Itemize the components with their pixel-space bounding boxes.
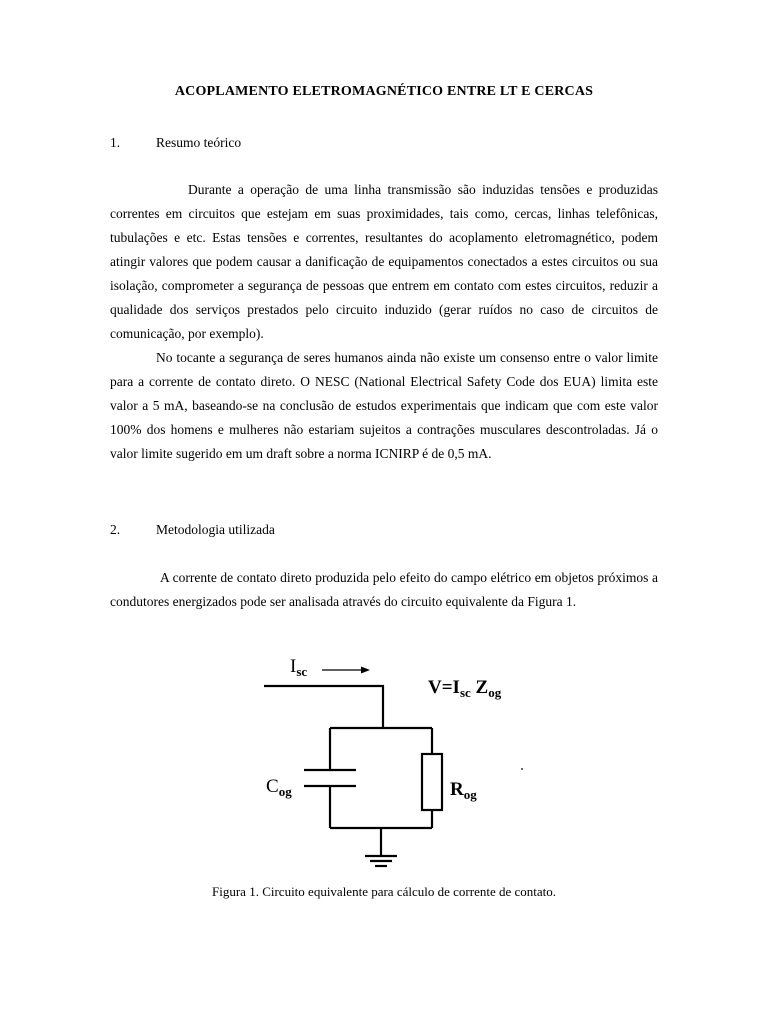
- circuit-figure: [250, 648, 540, 868]
- section-title: Resumo teórico: [156, 135, 242, 150]
- paragraph-summary-1: Durante a operação de uma linha transmissão são induzidas tensões e produzidas correntes em circuitos que estejam em suas proximidades, tais como, cercas, linhas telefônicas, tubulações e etc. Estas tensões e correntes, resultantes do acoplamento eletromagnético, podem atingir valores que podem causar a danificação de equipamentos conectados a estes circuitos ou sua isolação, comprometer a segurança de pessoas que entrem em contato com estes circuitos, reduzir a qualidade dos serviços prestados pelo circuito induzido (gerar ruídos no caso de circuitos de comunicação, por exemplo).: [110, 182, 658, 341]
- section-2-heading: [110, 522, 275, 538]
- section-title: Metodologia utilizada: [156, 522, 275, 537]
- paragraph-summary-2: No tocante a segurança de seres humanos ainda não existe um consenso entre o valor limite para a corrente de contato direto. O NESC (National Electrical Safety Code dos EUA) limita este valor a 5 mA, baseando-se na conclusão de estudos experimentais que indicam que com este valor 100% dos homens e mulheres não estariam sujeitos a contrações musculares descontroladas. Já o valor limite sugerido em um draft sobre a norma ICNIRP é de 0,5 mA.: [110, 350, 658, 461]
- figure-caption: Figura 1. Circuito equivalente para cálculo de corrente de contato.: [212, 884, 556, 899]
- circuit-diagram: [250, 648, 540, 868]
- section-1-heading: [110, 135, 241, 151]
- resistor-body: [422, 754, 442, 810]
- section-number: 1.: [110, 135, 121, 150]
- isc-label: $I_{sc}$: [290, 656, 308, 679]
- current-arrow-head: [361, 667, 370, 674]
- section-number: 2.: [110, 522, 121, 537]
- resistor-label: $R_{og}$: [450, 779, 477, 802]
- paragraph-methodology: A corrente de contato direto produzida pelo efeito do campo elétrico em objetos próximos a condutores energizados pode ser analisada através do circuito equivalente da Figura 1.: [110, 570, 658, 609]
- document-title: ACOPLAMENTO ELETROMAGNÉTICO ENTRE LT E CERCAS: [174, 84, 594, 99]
- input-wire: [264, 686, 383, 728]
- stray-dot: [521, 768, 523, 770]
- capacitor-label: $C_{og}$: [266, 776, 292, 799]
- voltage-equation: $V=I_{sc}$ $Z_{og}$: [428, 677, 502, 700]
